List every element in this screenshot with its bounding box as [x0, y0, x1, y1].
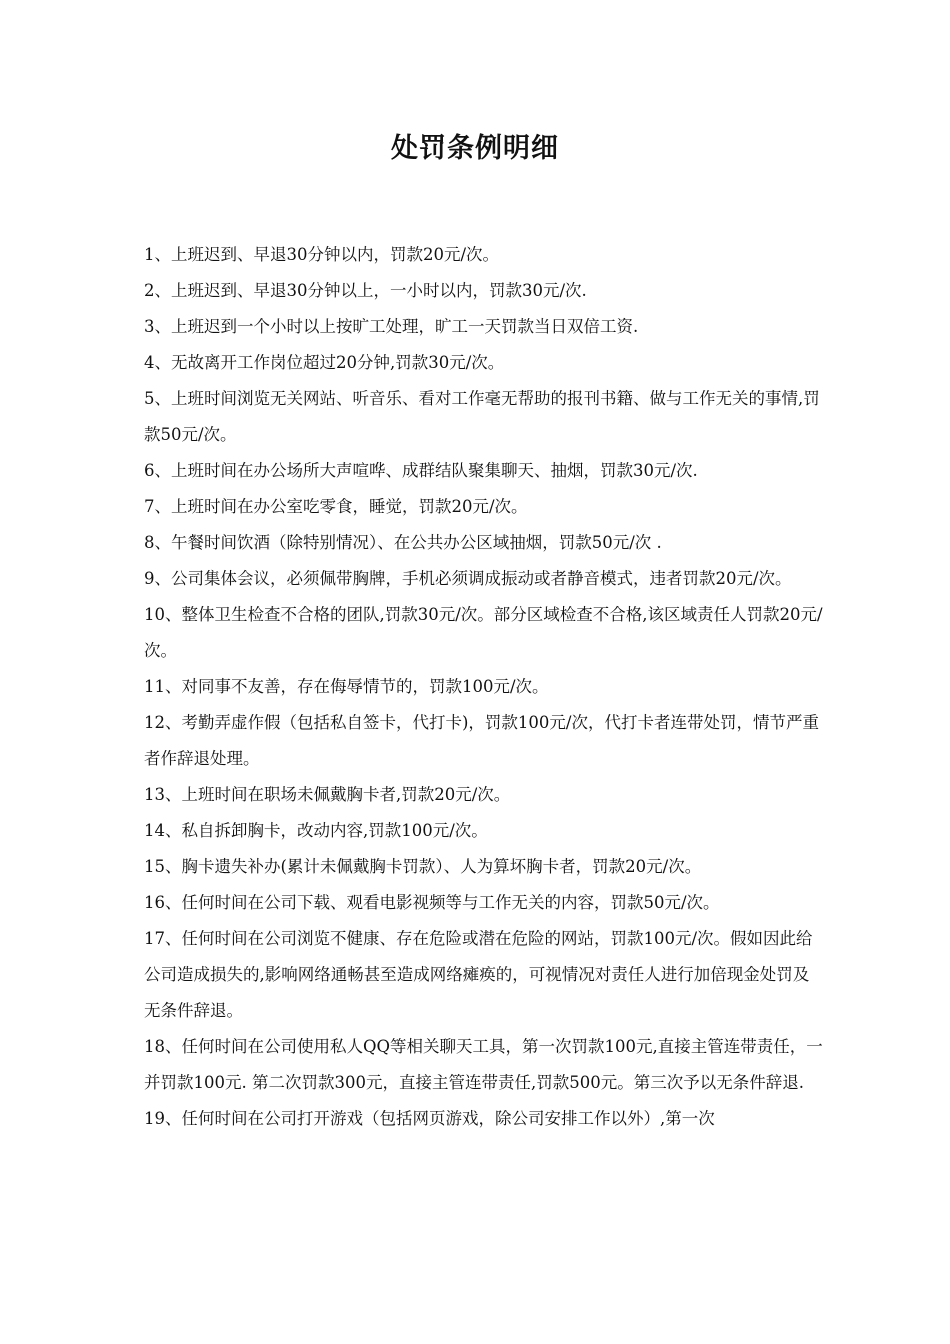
rule-item: 1、上班迟到、早退30分钟以内，罚款20元/次。 [144, 245, 500, 264]
rule-item: 2、上班迟到、早退30分钟以上，一小时以内，罚款30元/次. [144, 281, 587, 300]
rule-item: 18、任何时间在公司使用私人QQ等相关聊天工具，第一次罚款100元,直接主管连带责任，一并罚款100元. 第二次罚款300元，直接主管连带责任,罚款500元。第三次予以无条件辞退. [144, 1037, 823, 1092]
rule-item: 13、上班时间在职场未佩戴胸卡者,罚款20元/次。 [144, 785, 511, 804]
rule-item: 4、无故离开工作岗位超过20分钟,罚款30元/次。 [144, 353, 505, 372]
rule-item: 5、上班时间浏览无关网站、听音乐、看对工作毫无帮助的报刊书籍、做与工作无关的事情,罚款50元/次。 [144, 389, 820, 444]
rule-item: 7、上班时间在办公室吃零食，睡觉，罚款20元/次。 [144, 497, 528, 516]
rule-item: 17、任何时间在公司浏览不健康、存在危险或潜在危险的网站，罚款100元/次。假如因此给公司造成损失的,影响网络通畅甚至造成网络瘫痪的，可视情况对责任人进行加倍现金处罚及无条件辞退。 [144, 929, 813, 1020]
rule-item: 11、对同事不友善，存在侮辱情节的，罚款100元/次。 [144, 677, 549, 696]
rule-item: 14、私自拆卸胸卡，改动内容,罚款100元/次。 [144, 821, 488, 840]
rule-item: 16、任何时间在公司下载、观看电影视频等与工作无关的内容，罚款50元/次。 [144, 893, 720, 912]
rule-item: 19、任何时间在公司打开游戏（包括网页游戏，除公司安排工作以外）,第一次 [144, 1109, 715, 1128]
rule-item: 15、胸卡遗失补办(累计未佩戴胸卡罚款）、人为算坏胸卡者，罚款20元/次。 [144, 857, 702, 876]
rule-item: 10、整体卫生检查不合格的团队,罚款30元/次。部分区域检查不合格,该区域责任人罚款20元/次。 [144, 605, 823, 660]
rule-item: 8、午餐时间饮酒（除特别情况）、在公共办公区域抽烟，罚款50元/次 . [144, 533, 662, 552]
rule-item: 12、考勤弄虚作假（包括私自签卡，代打卡)，罚款100元/次，代打卡者连带处罚，情节严重者作辞退处理。 [144, 713, 819, 768]
rule-item: 6、上班时间在办公场所大声喧哗、成群结队聚集聊天、抽烟，罚款30元/次. [144, 461, 698, 480]
rule-item: 3、上班迟到一个小时以上按旷工处理，旷工一天罚款当日双倍工资. [144, 317, 639, 336]
rule-item: 9、公司集体会议，必须佩带胸牌，手机必须调成振动或者静音模式，违者罚款20元/次。 [144, 569, 792, 588]
penalty-rules-list [144, 237, 824, 1137]
document-title: 处罚条例明细 [391, 133, 559, 164]
